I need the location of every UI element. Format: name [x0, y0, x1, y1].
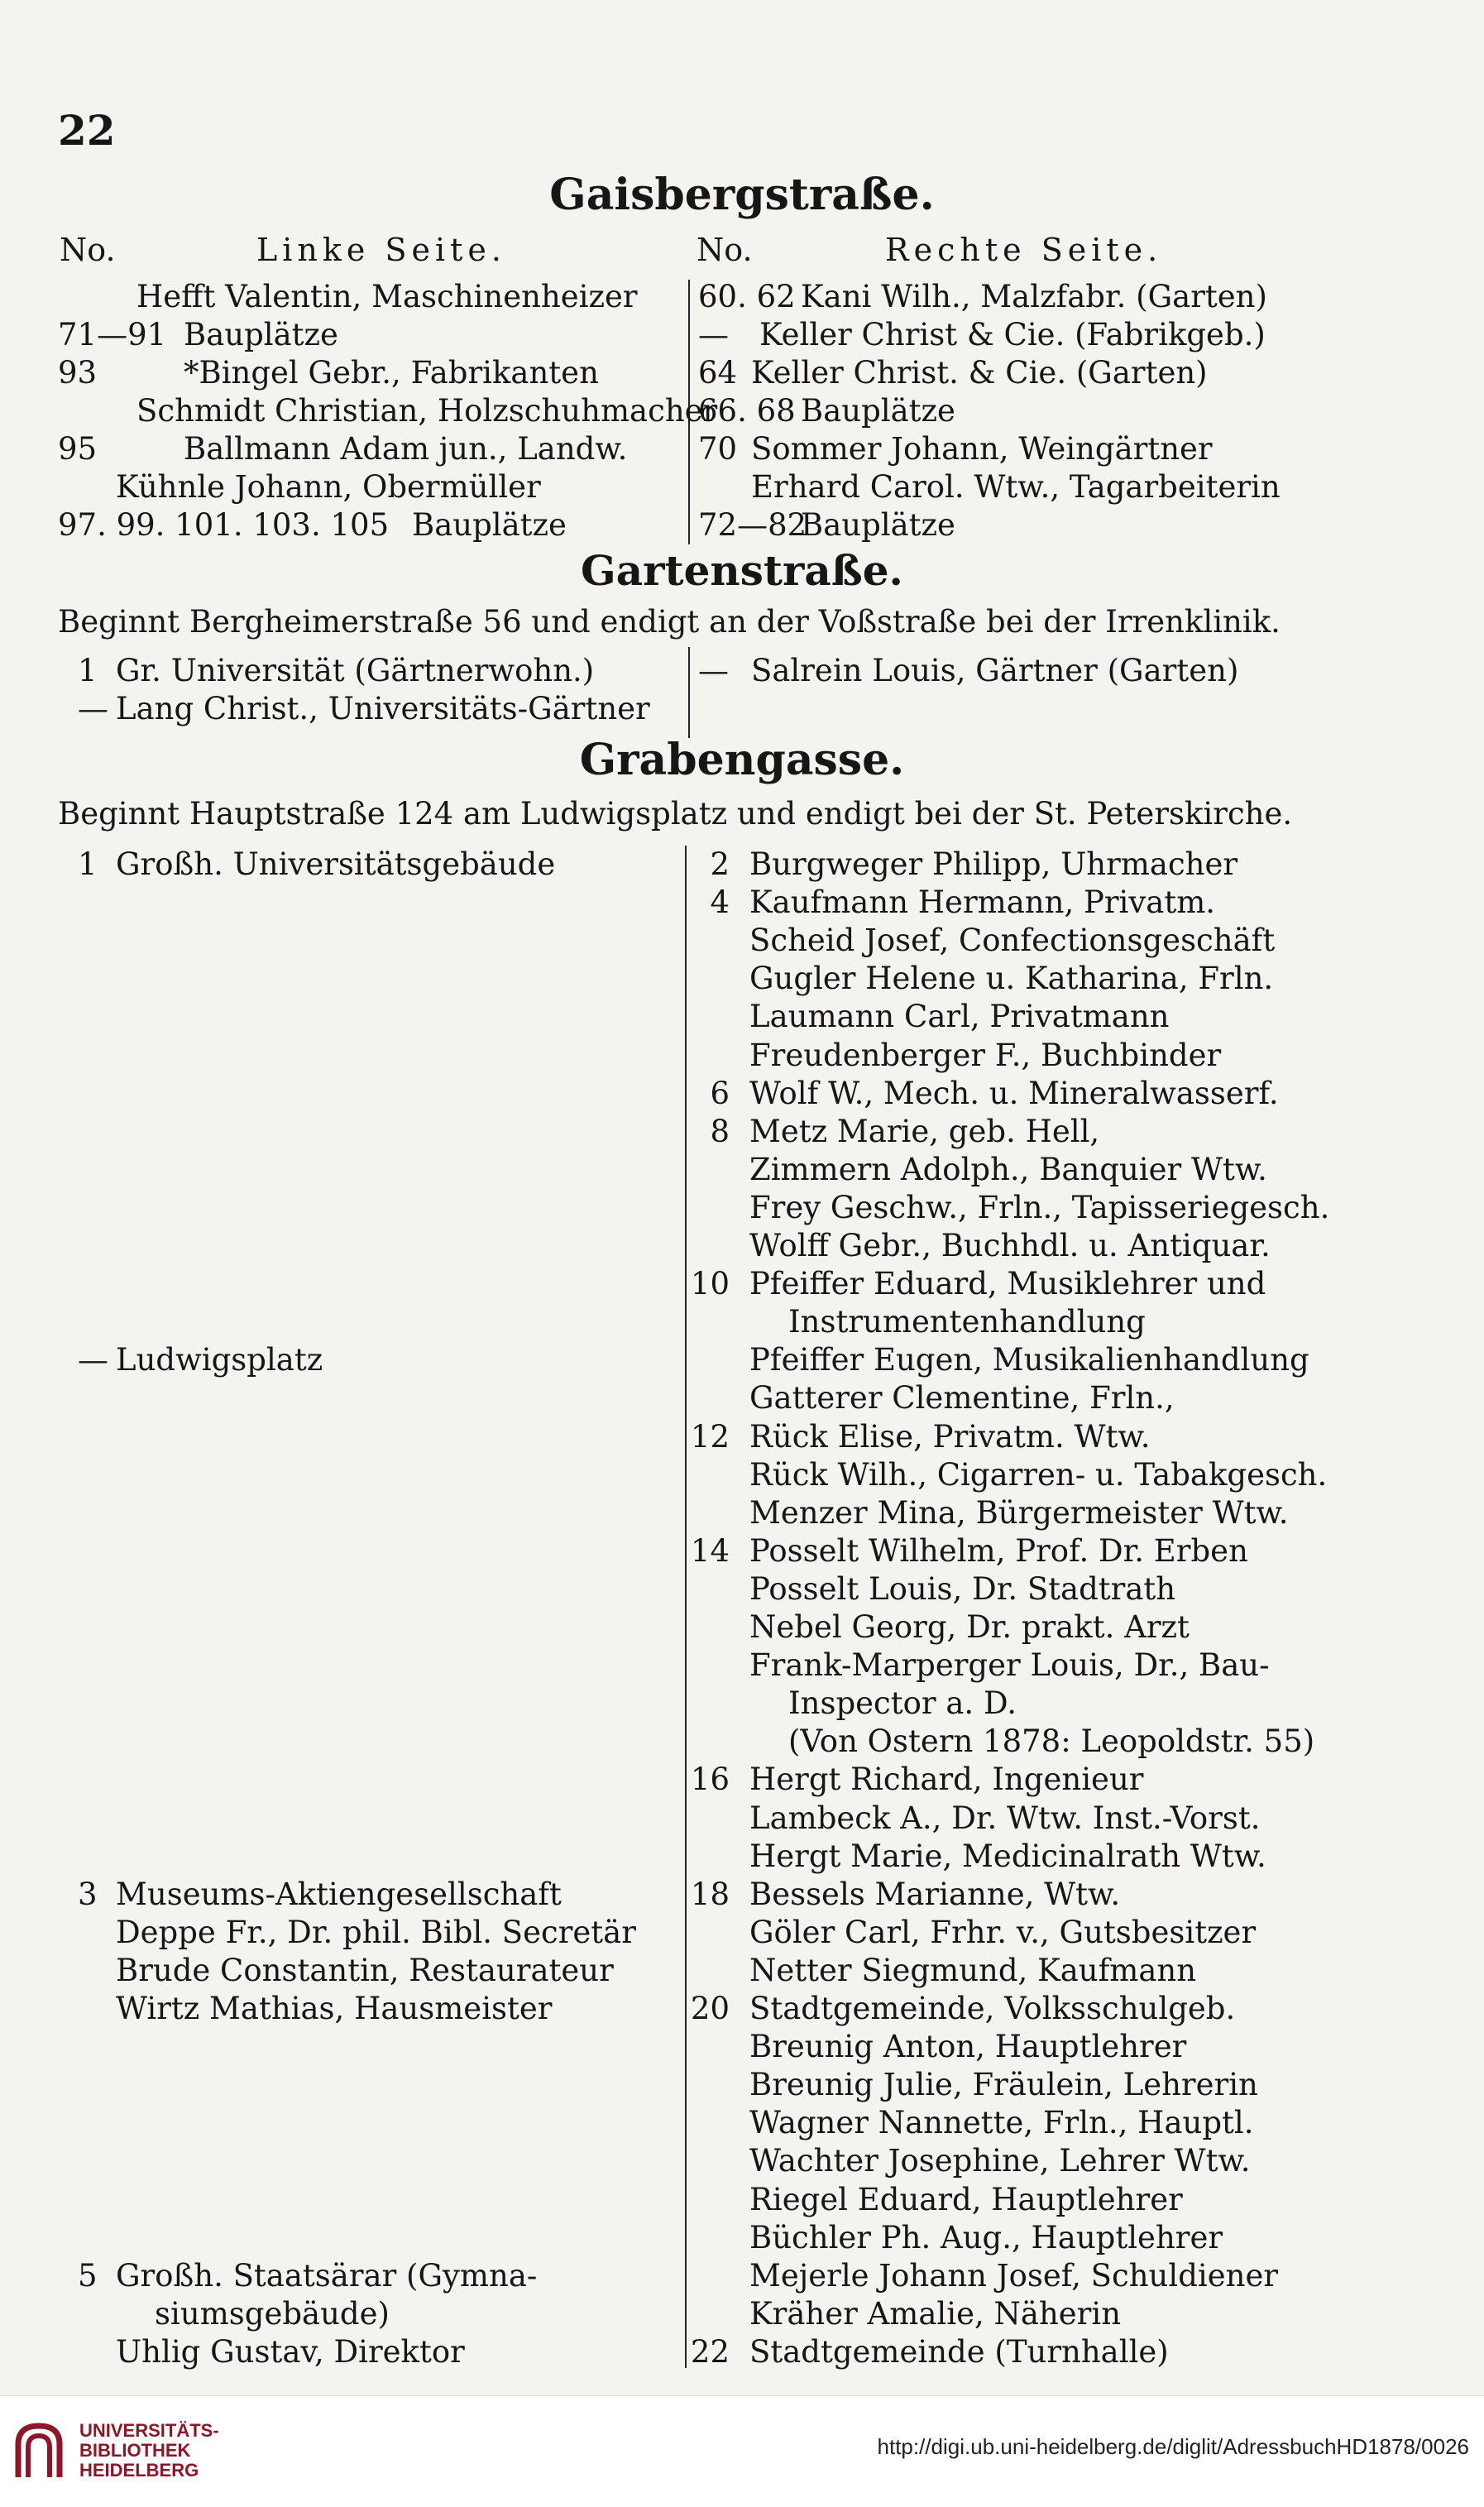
- resident-text: Deppe Fr., Dr. phil. Bibl. Secretär: [116, 1915, 636, 1950]
- section-title-gaisberg: Gaisbergstraße.: [549, 170, 935, 220]
- entry-right: Kani Wilh., Malzfabr. (Garten): [801, 279, 1267, 314]
- directory-row: [0, 468, 1484, 506]
- house-number-right: 60. 62: [698, 279, 796, 314]
- resident-text: Burgweger Philipp, Uhrmacher: [749, 846, 1238, 882]
- resident-text: Uhlig Gustav, Direktor: [116, 2334, 465, 2370]
- section-title-graben: Grabengasse.: [579, 735, 905, 785]
- house-number-left: 71—91: [58, 317, 167, 352]
- resident-text: Rück Elise, Privatm. Wtw.: [749, 1419, 1151, 1455]
- entry-left: Schmidt Christian, Holzschuhmacher: [136, 393, 718, 429]
- resident-text: Wirtz Mathias, Hausmeister: [116, 1991, 553, 2026]
- resident-text: Gugler Helene u. Katharina, Frln.: [749, 961, 1274, 996]
- house-number-right: 64: [698, 355, 738, 391]
- house-number-left: 97. 99. 101. 103. 105: [58, 507, 390, 543]
- resident-text: Kräher Amalie, Näherin: [749, 2296, 1122, 2332]
- resident-text: Netter Siegmund, Kaufmann: [749, 1953, 1197, 1988]
- logo-line: UNIVERSITÄTS-: [79, 2420, 219, 2441]
- resident-text: Scheid Josef, Confectionsgeschäft: [749, 923, 1276, 958]
- house-number-left: —: [78, 691, 108, 726]
- house-number: 22: [690, 2334, 730, 2370]
- house-number-right: 70: [698, 431, 738, 467]
- house-number-right: 66. 68: [698, 393, 796, 429]
- logo-line: HEIDELBERG: [79, 2460, 199, 2481]
- house-number: 8: [710, 1114, 730, 1149]
- resident-text: Metz Marie, geb. Hell,: [749, 1114, 1100, 1149]
- directory-row: [0, 430, 1484, 468]
- entry-right: Keller Christ & Cie. (Fabrikgeb.): [759, 317, 1266, 352]
- resident-text: Posselt Wilhelm, Prof. Dr. Erben: [749, 1533, 1248, 1569]
- resident-text: Nebel Georg, Dr. prakt. Arzt: [749, 1609, 1190, 1645]
- source-url-link[interactable]: http://digi.ub.uni-heidelberg.de/diglit/AdressbuchHD1878/0026: [877, 2434, 1469, 2459]
- house-number: —: [78, 1342, 108, 1378]
- house-number-left: 93: [58, 355, 98, 391]
- resident-text: Stadtgemeinde, Volksschulgeb.: [749, 1991, 1236, 2026]
- entry-right: Erhard Carol. Wtw., Tagarbeiterin: [751, 469, 1281, 505]
- resident-text: Pfeiffer Eduard, Musiklehrer und: [749, 1266, 1266, 1301]
- entry-left: *Bingel Gebr., Fabrikanten: [184, 355, 599, 391]
- resident-text: Inspector a. D.: [749, 1685, 1017, 1721]
- page-number: 22: [58, 106, 116, 155]
- resident-text: Laumann Carl, Privatmann: [749, 999, 1170, 1034]
- house-number-right: —: [698, 653, 729, 688]
- resident-text: Freudenberger F., Buchbinder: [749, 1038, 1222, 1073]
- directory-row: [0, 506, 1484, 544]
- resident-text: Göler Carl, Frhr. v., Gutsbesitzer: [749, 1915, 1257, 1950]
- entry-left: Hefft Valentin, Maschinenheizer: [136, 279, 638, 314]
- resident-text: Instrumentenhandlung: [749, 1304, 1146, 1340]
- entry-left: Bauplätze: [184, 317, 338, 352]
- col-header-no-left: No.: [60, 232, 116, 268]
- resident-text: Frank-Marperger Louis, Dr., Bau-: [749, 1647, 1270, 1683]
- resident-text: Posselt Louis, Dr. Stadtrath: [749, 1571, 1176, 1607]
- resident-text: Zimmern Adolph., Banquier Wtw.: [749, 1152, 1267, 1187]
- logo-line: BIBLIOTHEK: [79, 2440, 191, 2461]
- resident-text: Hergt Richard, Ingenieur: [749, 1762, 1144, 1797]
- section-title-garten: Gartenstraße.: [581, 546, 903, 595]
- resident-text: siumsgebäude): [116, 2296, 390, 2332]
- directory-row: [0, 278, 1484, 316]
- resident-text: Breunig Anton, Hauptlehrer: [749, 2029, 1187, 2064]
- resident-text: Museums-Aktiengesellschaft: [116, 1877, 562, 1912]
- resident-text: Wagner Nannette, Frln., Hauptl.: [749, 2105, 1254, 2140]
- resident-text: Großh. Staatsärar (Gymna-: [116, 2258, 538, 2294]
- house-number: 16: [690, 1762, 730, 1797]
- resident-text: Großh. Universitätsgebäude: [116, 846, 556, 882]
- resident-text: Frey Geschw., Frln., Tapisseriegesch.: [749, 1190, 1330, 1225]
- resident-text: Büchler Ph. Aug., Hauptlehrer: [749, 2220, 1223, 2255]
- house-number: 14: [690, 1533, 730, 1569]
- entry-right: Bauplätze: [801, 507, 955, 543]
- house-number-right: 72—82: [698, 507, 807, 543]
- entry-left: Bauplätze: [412, 507, 567, 543]
- resident-text: Riegel Eduard, Hauptlehrer: [749, 2182, 1183, 2217]
- resident-text: Pfeiffer Eugen, Musikalienhandlung: [749, 1342, 1309, 1378]
- house-number: 18: [690, 1877, 730, 1912]
- footer-bar: [0, 2395, 1484, 2507]
- resident-text: Kaufmann Hermann, Privatm.: [749, 884, 1216, 920]
- house-number-left: 95: [58, 431, 98, 467]
- resident-text: Rück Wilh., Cigarren- u. Tabakgesch.: [749, 1457, 1328, 1493]
- resident-text: Menzer Mina, Bürgermeister Wtw.: [749, 1495, 1289, 1531]
- house-number-right: —: [698, 317, 729, 352]
- column-divider: [685, 846, 687, 2368]
- resident-text: Bessels Marianne, Wtw.: [749, 1877, 1121, 1912]
- resident-text: Brude Constantin, Restaurateur: [116, 1953, 614, 1988]
- resident-text: Gatterer Clementine, Frln.,: [749, 1380, 1175, 1416]
- entry-right: Keller Christ. & Cie. (Garten): [751, 355, 1208, 391]
- library-logo-text: [79, 2421, 219, 2481]
- entry-left: Ballmann Adam jun., Landw.: [184, 431, 628, 467]
- resident-text: Ludwigsplatz: [116, 1342, 323, 1378]
- resident-text: Wolff Gebr., Buchhdl. u. Antiquar.: [749, 1228, 1271, 1263]
- house-number: 5: [78, 2258, 98, 2294]
- resident-text: Stadtgemeinde (Turnhalle): [749, 2334, 1169, 2370]
- resident-text: (Von Ostern 1878: Leopoldstr. 55): [749, 1723, 1315, 1759]
- house-number: 12: [690, 1419, 730, 1455]
- house-number-left: 1: [78, 653, 98, 688]
- col-header-no-right: No.: [697, 232, 753, 268]
- house-number: 10: [690, 1266, 730, 1301]
- resident-text: Hergt Marie, Medicinalrath Wtw.: [749, 1838, 1266, 1874]
- directory-row: [0, 316, 1484, 354]
- directory-row: [0, 392, 1484, 430]
- entry-right: Sommer Johann, Weingärtner: [751, 431, 1213, 467]
- col-header-right: Rechte Seite.: [885, 232, 1163, 268]
- resident-text: Wolf W., Mech. u. Mineralwasserf.: [749, 1076, 1279, 1111]
- entry-right: Salrein Louis, Gärtner (Garten): [751, 653, 1239, 688]
- house-number: 20: [690, 1991, 730, 2026]
- column-divider: [688, 647, 690, 738]
- directory-row: [0, 354, 1484, 392]
- house-number: 3: [78, 1877, 98, 1912]
- resident-text: Breunig Julie, Fräulein, Lehrerin: [749, 2067, 1258, 2102]
- resident-text: Wachter Josephine, Lehrer Wtw.: [749, 2143, 1251, 2179]
- col-header-left: Linke Seite.: [256, 232, 506, 268]
- resident-text: Lambeck A., Dr. Wtw. Inst.-Vorst.: [749, 1800, 1261, 1836]
- entry-right: Bauplätze: [801, 393, 955, 429]
- house-number: 4: [710, 884, 730, 920]
- entry-left: Gr. Universität (Gärtnerwohn.): [116, 653, 595, 688]
- entry-left: Lang Christ., Universitäts-Gärtner: [116, 691, 650, 726]
- library-logo-icon: [12, 2419, 66, 2482]
- resident-text: Mejerle Johann Josef, Schuldiener: [749, 2258, 1279, 2294]
- entry-left: Kühnle Johann, Obermüller: [116, 469, 541, 505]
- house-number: 2: [710, 846, 730, 882]
- section-intro-garten: Beginnt Bergheimerstraße 56 und endigt an der Voßstraße bei der Irrenklinik.: [58, 604, 1281, 640]
- house-number: 6: [710, 1076, 730, 1111]
- section-intro-graben: Beginnt Hauptstraße 124 am Ludwigsplatz und endigt bei der St. Peterskirche.: [58, 796, 1293, 832]
- house-number: 1: [78, 846, 98, 882]
